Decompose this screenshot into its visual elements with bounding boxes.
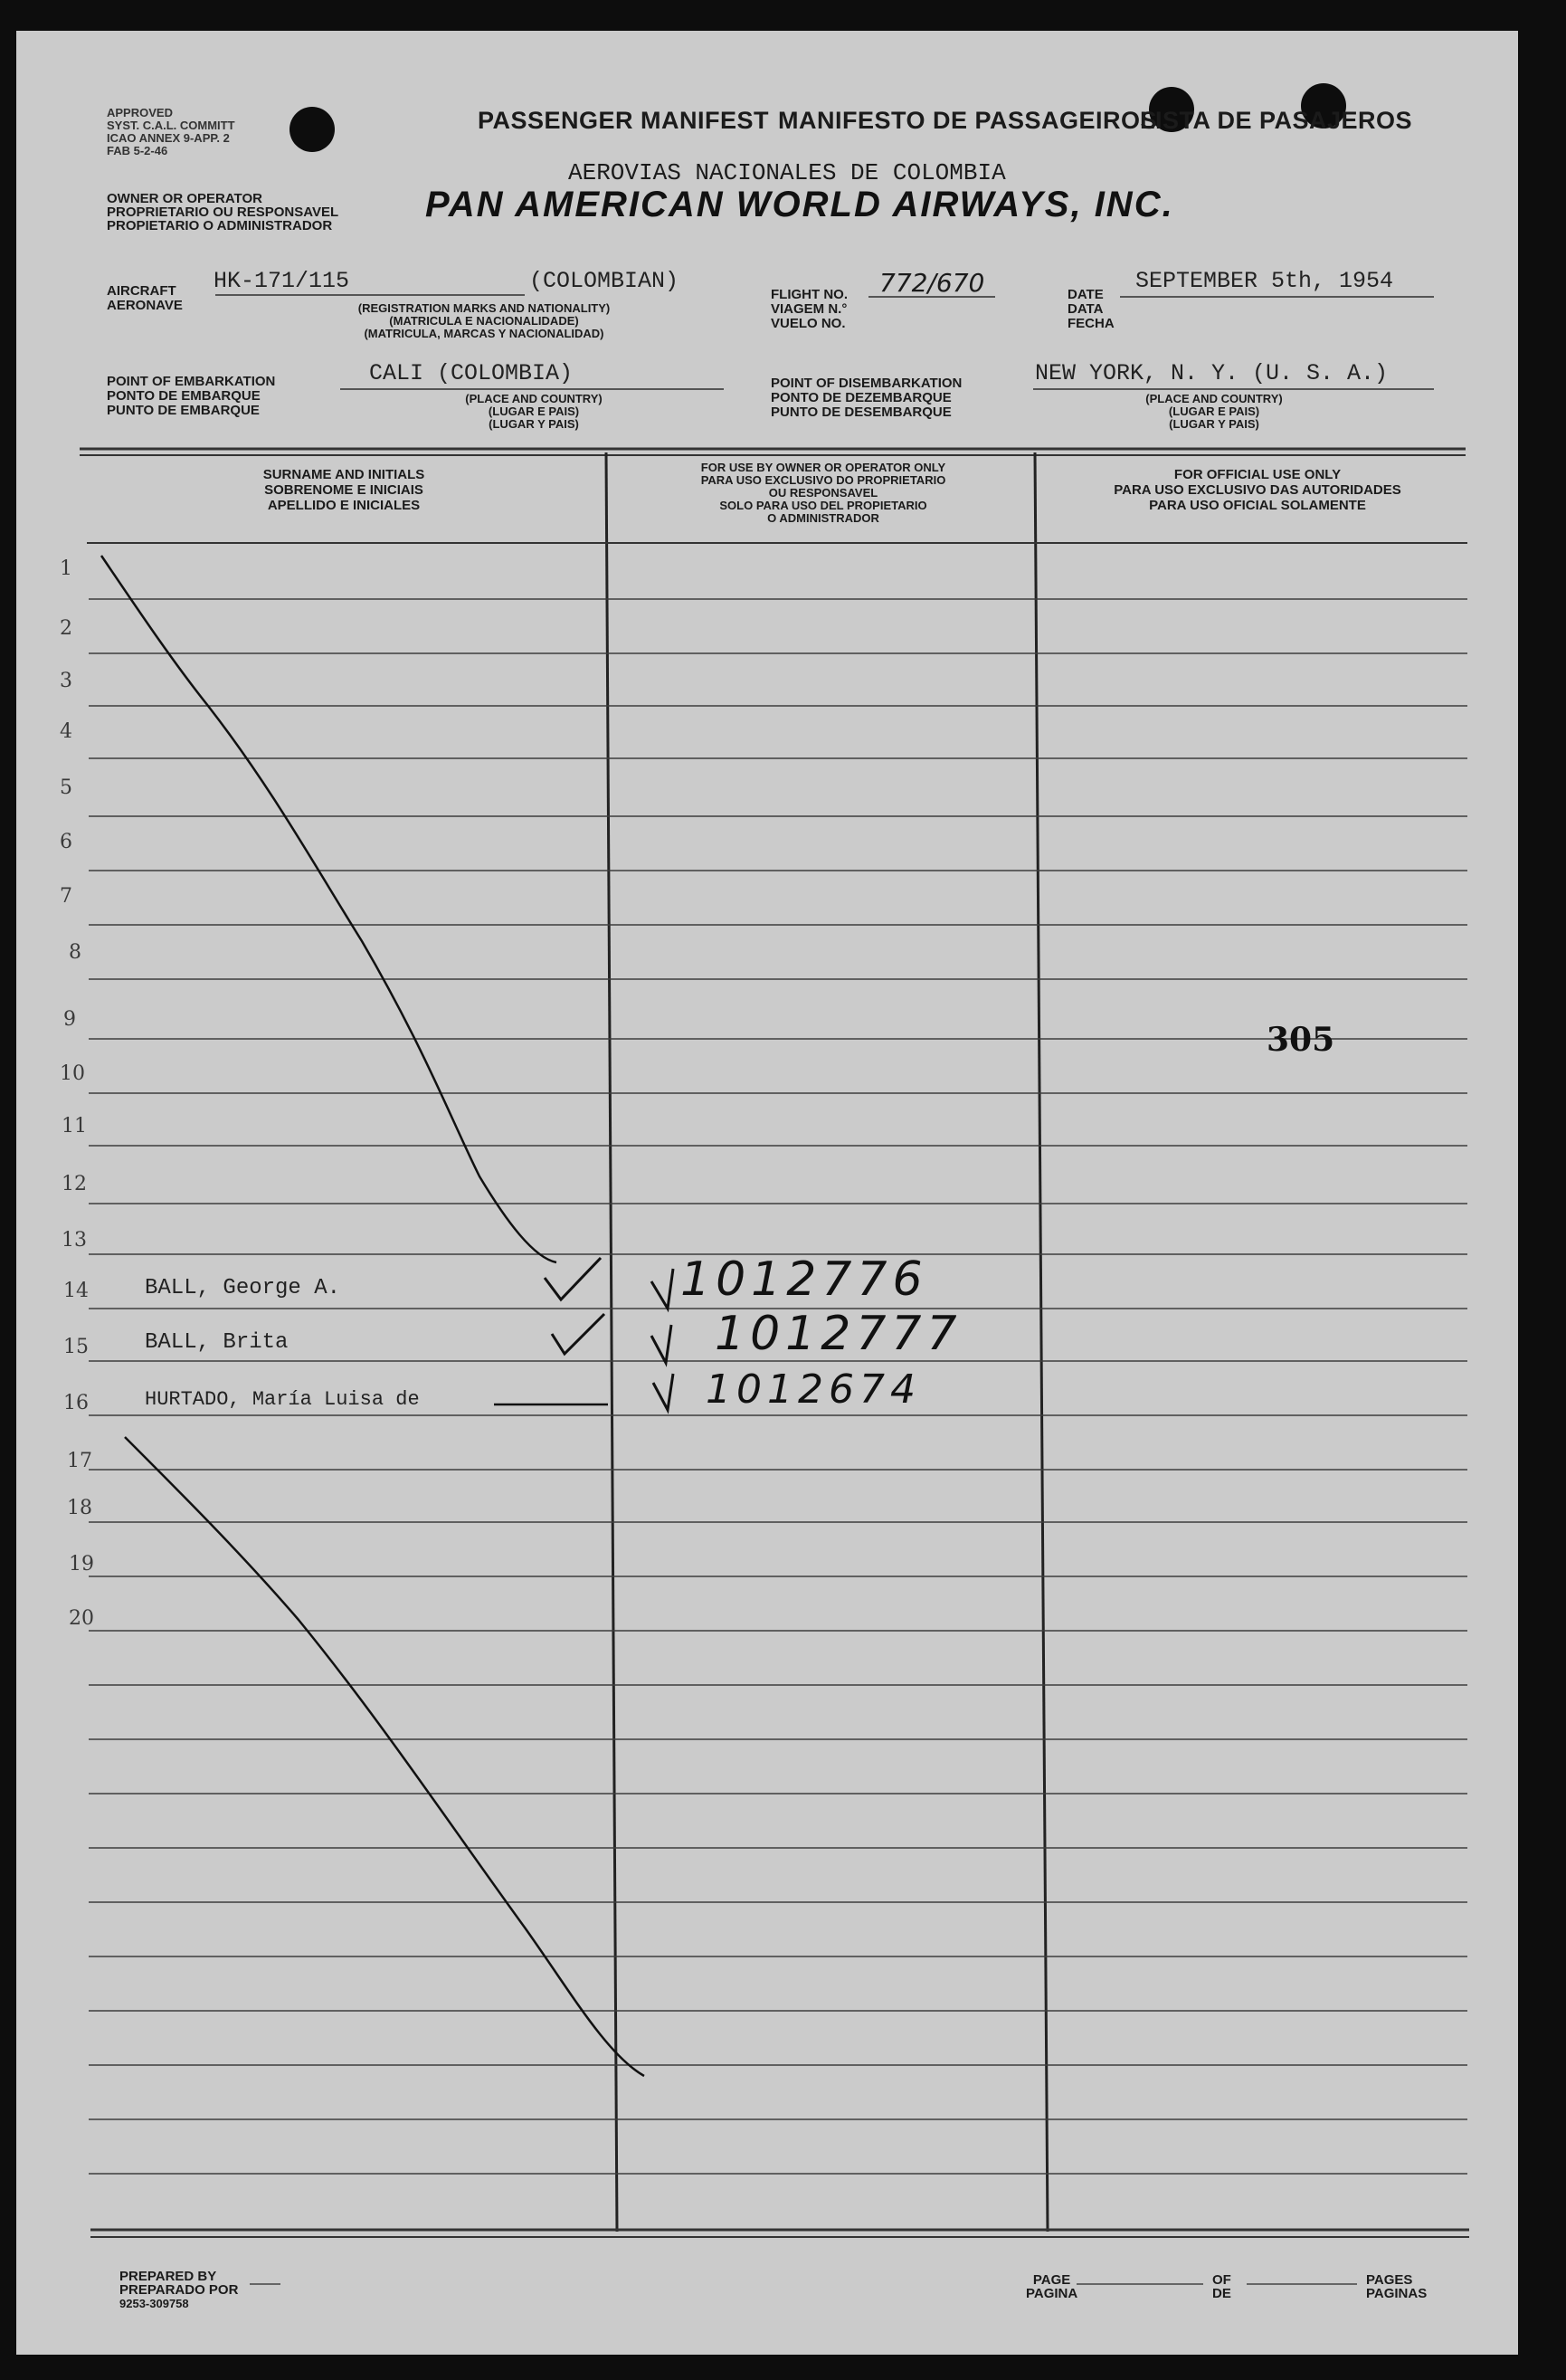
row-number: 6: [60, 831, 72, 853]
disembarkation-label-pt: PONTO DE DEZEMBARQUE: [771, 390, 952, 405]
row-number: 7: [60, 885, 72, 908]
date-value: SEPTEMBER 5th, 1954: [1135, 268, 1394, 294]
row-number: 5: [60, 776, 72, 799]
aircraft-label-es: AERONAVE: [107, 298, 183, 313]
column-header-line: PARA USO EXCLUSIVO DO PROPRIETARIO: [700, 473, 946, 487]
disembarkation-label-en: POINT OF DISEMBARKATION: [771, 376, 963, 391]
aircraft-sub3: (MATRICULA, MARCAS Y NACIONALIDAD): [364, 327, 604, 340]
stamp-line: FAB 5-2-46: [107, 144, 168, 157]
aircraft-sub1: (REGISTRATION MARKS AND NATIONALITY): [357, 301, 611, 315]
title-manifesto-passageiros: MANIFESTO DE PASSAGEIROS: [778, 107, 1158, 134]
passenger-number: 1012776: [680, 1252, 928, 1307]
title-passenger-manifest: PASSENGER MANIFEST: [478, 107, 770, 134]
embarkation-sub2: (LUGAR E PAIS): [488, 405, 580, 418]
disembarkation-sub2: (LUGAR E PAIS): [1168, 405, 1260, 418]
row-number: 17: [67, 1450, 92, 1472]
embarkation-sub1: (PLACE AND COUNTRY): [465, 392, 603, 405]
aircraft-sub2: (MATRICULA E NACIONALIDADE): [389, 314, 579, 328]
passenger-number: 1012674: [706, 1366, 921, 1413]
row-number: 15: [63, 1336, 89, 1358]
page-label-es: PAGINA: [1026, 2286, 1078, 2301]
flight-value: 772/670: [879, 268, 985, 298]
row-number: 16: [63, 1392, 89, 1414]
row-number: 13: [62, 1229, 87, 1252]
page-label-en: PAGE: [1032, 2272, 1071, 2288]
column-header-line: SOBRENOME E INICIAIS: [264, 482, 423, 498]
stamp-line: APPROVED: [107, 106, 173, 119]
column-header-line: OU RESPONSAVEL: [768, 486, 878, 500]
embarkation-sub3: (LUGAR Y PAIS): [489, 417, 579, 431]
row-number: 20: [69, 1607, 94, 1630]
embarkation-label-es: PUNTO DE EMBARQUE: [107, 403, 260, 418]
column-header-operator: [624, 462, 1022, 525]
column-header-line: SURNAME AND INITIALS: [262, 467, 425, 482]
column-header-line: O ADMINISTRADOR: [767, 511, 879, 525]
row-number: 19: [69, 1553, 94, 1576]
embarkation-label-pt: PONTO DE EMBARQUE: [107, 388, 261, 404]
row-number: 1: [60, 557, 72, 580]
column-header-line: APELLIDO E INICIALES: [267, 498, 421, 513]
of-label: [1212, 2273, 1231, 2300]
title-lista-pasajeros: LISTA DE PASAJEROS: [1140, 107, 1413, 134]
date-label-en: DATE: [1068, 287, 1104, 302]
disembarkation-value: NEW YORK, N. Y. (U. S. A.): [1035, 360, 1389, 386]
passenger-number: 1012777: [715, 1307, 963, 1361]
owner-label-en: OWNER OR OPERATOR: [107, 191, 262, 206]
of-label-es: DE: [1212, 2286, 1231, 2301]
disembarkation-label-es: PUNTO DE DESEMBARQUE: [771, 405, 952, 420]
flight-label-en: FLIGHT NO.: [771, 287, 848, 302]
row-number: 4: [60, 720, 72, 743]
date-label-pt: DATA: [1068, 301, 1104, 317]
pages-label-en: PAGES: [1366, 2272, 1413, 2288]
prepared-label-en: PREPARED BY: [119, 2269, 217, 2284]
stamp-line: ICAO ANNEX 9-APP. 2: [107, 131, 230, 145]
passenger-name: BALL, George A.: [145, 1276, 341, 1300]
row-number: 10: [60, 1062, 85, 1085]
aircraft-value: HK-171/115: [214, 268, 350, 294]
passenger-name: BALL, Brita: [145, 1330, 289, 1355]
row-number: 2: [60, 617, 72, 640]
aircraft-label-en: AIRCRAFT: [107, 283, 176, 299]
row-number: 11: [62, 1115, 87, 1138]
row-number: 8: [69, 941, 81, 964]
owner-label-es: PROPIETARIO O ADMINISTRADOR: [107, 218, 333, 233]
prepared-by: [119, 2270, 238, 2310]
stamp-line: SYST. C.A.L. COMMITT: [107, 119, 235, 132]
prepared-label-es: PREPARADO POR: [119, 2282, 239, 2298]
date-label-es: FECHA: [1068, 316, 1115, 331]
form-code: 9253-309758: [119, 2297, 189, 2310]
column-header-line: PARA USO EXCLUSIVO DAS AUTORIDADES: [1114, 482, 1401, 498]
column-header-surname: [190, 467, 498, 513]
column-header-line: SOLO PARA USO DEL PROPIETARIO: [719, 499, 927, 512]
airline-name-line2: PAN AMERICAN WORLD AIRWAYS, INC.: [425, 185, 1174, 224]
row-number: 9: [63, 1008, 76, 1031]
pages-label-es: PAGINAS: [1366, 2286, 1428, 2301]
flight-label-es: VUELO NO.: [771, 316, 846, 331]
official-number: 305: [1267, 1021, 1335, 1059]
pages-label: [1366, 2273, 1427, 2300]
flight-label-pt: VIAGEM N.°: [771, 301, 848, 317]
disembarkation-sub1: (PLACE AND COUNTRY): [1145, 392, 1283, 405]
embarkation-label-en: POINT OF EMBARKATION: [107, 374, 276, 389]
embarkation-value: CALI (COLOMBIA): [369, 360, 574, 386]
aircraft-nationality: (COLOMBIAN): [529, 268, 679, 294]
passenger-name: HURTADO, María Luisa de: [145, 1388, 420, 1411]
column-header-line: PARA USO OFICIAL SOLAMENTE: [1149, 498, 1366, 513]
owner-label-pt: PROPRIETARIO OU RESPONSAVEL: [107, 205, 339, 220]
of-label-en: OF: [1212, 2272, 1231, 2288]
column-header-line: FOR USE BY OWNER OR OPERATOR ONLY: [700, 461, 946, 474]
column-header-line: FOR OFFICIAL USE ONLY: [1173, 467, 1342, 482]
row-number: 14: [63, 1280, 89, 1302]
column-header-official: [1049, 467, 1466, 513]
disembarkation-sub3: (LUGAR Y PAIS): [1169, 417, 1259, 431]
row-number: 3: [60, 670, 72, 692]
row-number: 18: [67, 1497, 92, 1519]
page-label: [1026, 2273, 1077, 2300]
airline-name-line1: AEROVIAS NACIONALES DE COLOMBIA: [568, 159, 1006, 186]
row-number: 12: [62, 1173, 87, 1195]
